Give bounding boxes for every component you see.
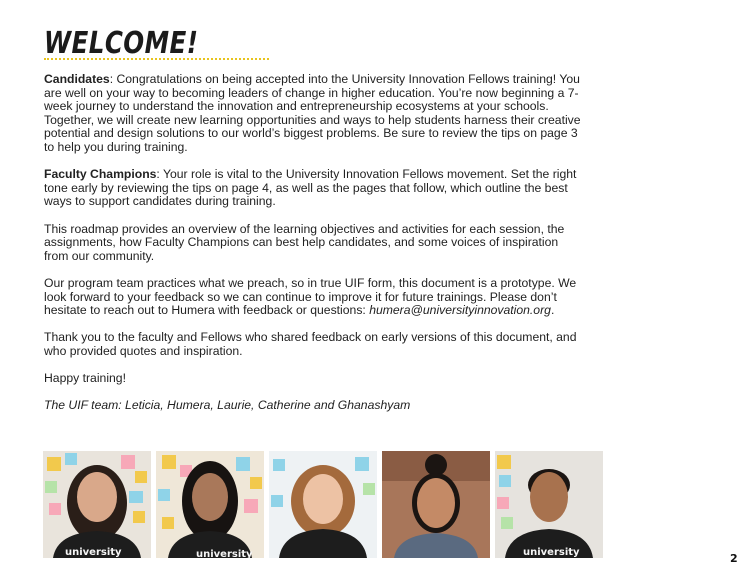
paragraph-roadmap: This roadmap provides an overview of the learning objectives and activities for each session, the assignments, how Faculty Champions can best help candidates, and some voices of inspiration from our community. [44, 221, 565, 263]
team-photo-2 [156, 451, 264, 558]
prototype-end: . [550, 303, 555, 318]
prototype-text: Our program team practices what we preach, so in true UIF form, this document is a prototype. We look forward to your feedback so we can continue to improve it for future trainings. Please don’t hesitate to reach out to Humera with feedback or questions: [44, 275, 577, 318]
paragraph-faculty-champions [44, 168, 584, 209]
team-photo-3 [269, 451, 377, 558]
paragraph-thanks: Thank you to the faculty and Fellows who shared feedback on early versions of this document, and who provided quotes and inspiration. [44, 330, 577, 358]
shirt-text-5: university [523, 547, 580, 558]
paragraph-candidates [44, 73, 584, 155]
faculty-champions-text: : Your role is vital to the University Innovation Fellows movement. Set the right tone early by reviewing the tips on page 4, as well as the pages that follow, which outline the best ways to support candidates during training. [44, 167, 577, 209]
shirt-text-1: university [65, 547, 122, 558]
paragraph-happy-training: Happy training! [44, 371, 126, 386]
team-photos [43, 451, 603, 558]
page-number: 2 [730, 552, 738, 565]
paragraph-signoff [44, 399, 584, 413]
candidates-label: Candidates [44, 72, 110, 86]
faculty-champions-label: Faculty Champions [44, 167, 157, 182]
paragraph-prototype [44, 277, 584, 318]
welcome-body [44, 73, 584, 426]
team-photo-5 [495, 451, 603, 558]
page-title: WELCOME! [44, 26, 199, 61]
title-dotted-underline [44, 58, 269, 60]
team-photo-1 [43, 451, 151, 558]
team-photo-4 [382, 451, 490, 558]
shirt-text-2: university [196, 549, 253, 558]
contact-email[interactable]: humera@universityinnovation.org [369, 303, 551, 318]
candidates-text: : Congratulations on being accepted into the University Innovation Fellows training! You are well on your way to becoming leaders of change in higher education. You’re now beginning a 7-week journey to understand the innovation and entrepreneurship ecosystems at your schools. Together, we will create new learning opportunities and ways to help students harness their creative potential and design solutions to our world’s biggest problems. Be sure to review the tips on page 3 to help you during training. [44, 72, 581, 154]
signoff-text: The UIF team: Leticia, Humera, Laurie, Catherine and Ghanashyam [44, 398, 411, 413]
